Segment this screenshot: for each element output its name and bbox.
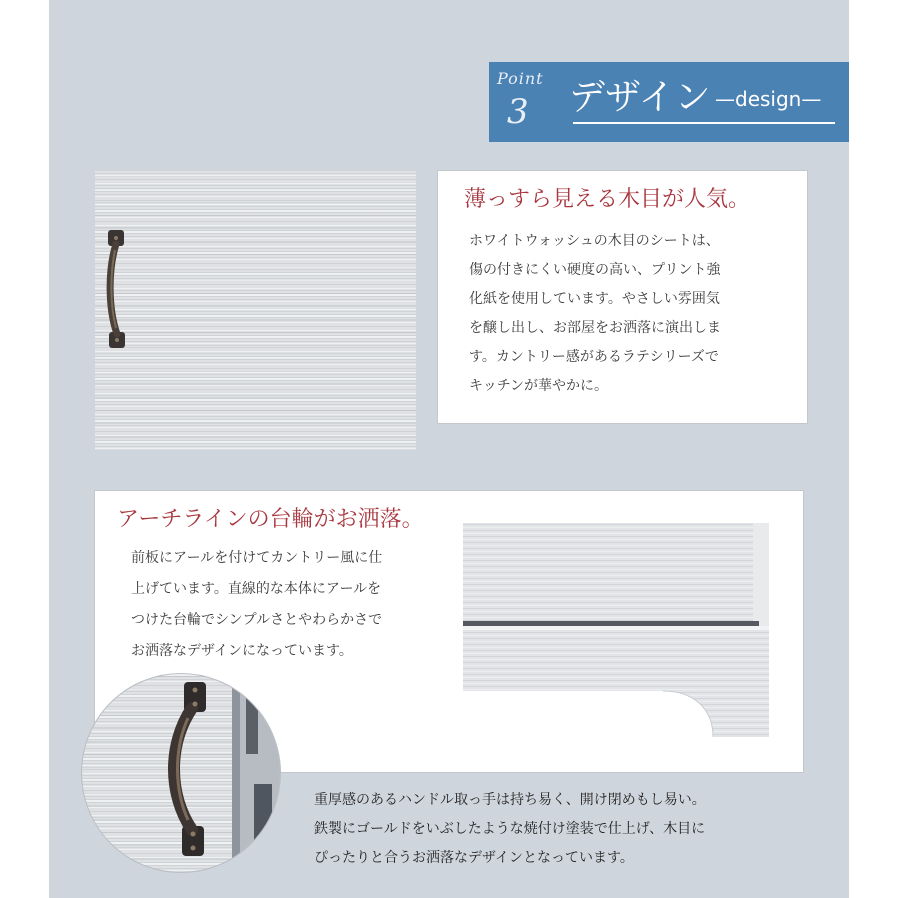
door-wood-photo	[95, 170, 416, 450]
body-line: お洒落なデザインになっています。	[131, 643, 353, 659]
body-line: を醸し出し、お部屋をお洒落に演出しま	[469, 320, 721, 336]
body-line: 重厚感のあるハンドル取っ手は持ち易く、開け閉めもし易い。	[314, 792, 706, 808]
body-line: キッチンが華やかに。	[469, 378, 609, 394]
wood-grain-heading: 薄っすら見える木目が人気。	[464, 187, 751, 212]
body-line: す。カントリー感があるラテシリーズで	[469, 349, 719, 365]
arch-base-body	[131, 543, 431, 667]
body-line: ホワイトウォッシュの木目のシートは、	[469, 233, 720, 249]
section-subtitle: —design—	[715, 87, 822, 111]
point-label: Point	[497, 69, 544, 88]
body-line: ぴったりと合うお洒落なデザインとなっています。	[314, 850, 634, 866]
body-line: 化紙を使用しています。やさしい雰囲気	[469, 291, 720, 307]
body-line: 鉄製にゴールドをいぶしたような焼付け塗装で仕上げ、木目に	[314, 821, 706, 837]
body-line: つけた台輪でシンプルさとやわらかさで	[131, 612, 383, 628]
section-title: デザイン	[569, 77, 711, 118]
point-number: 3	[507, 92, 529, 132]
handle-closeup-icon	[82, 674, 281, 873]
door-handle-icon	[105, 230, 131, 348]
arch-base-heading: アーチラインの台輪がお洒落。	[117, 507, 424, 532]
handle-closeup-photo	[81, 673, 281, 873]
wood-grain-card	[437, 170, 808, 424]
point-badge	[489, 62, 849, 142]
wood-grain-body	[469, 227, 769, 401]
body-line: 傷の付きにくい硬度の高い、プリント強	[469, 262, 721, 278]
title-underline	[573, 122, 835, 124]
body-line: 上げています。直線的な本体にアールを	[131, 581, 382, 597]
arch-base-photo	[463, 523, 769, 737]
body-line: 前板にアールを付けてカントリー風に仕	[131, 550, 383, 566]
handle-description	[314, 786, 706, 873]
